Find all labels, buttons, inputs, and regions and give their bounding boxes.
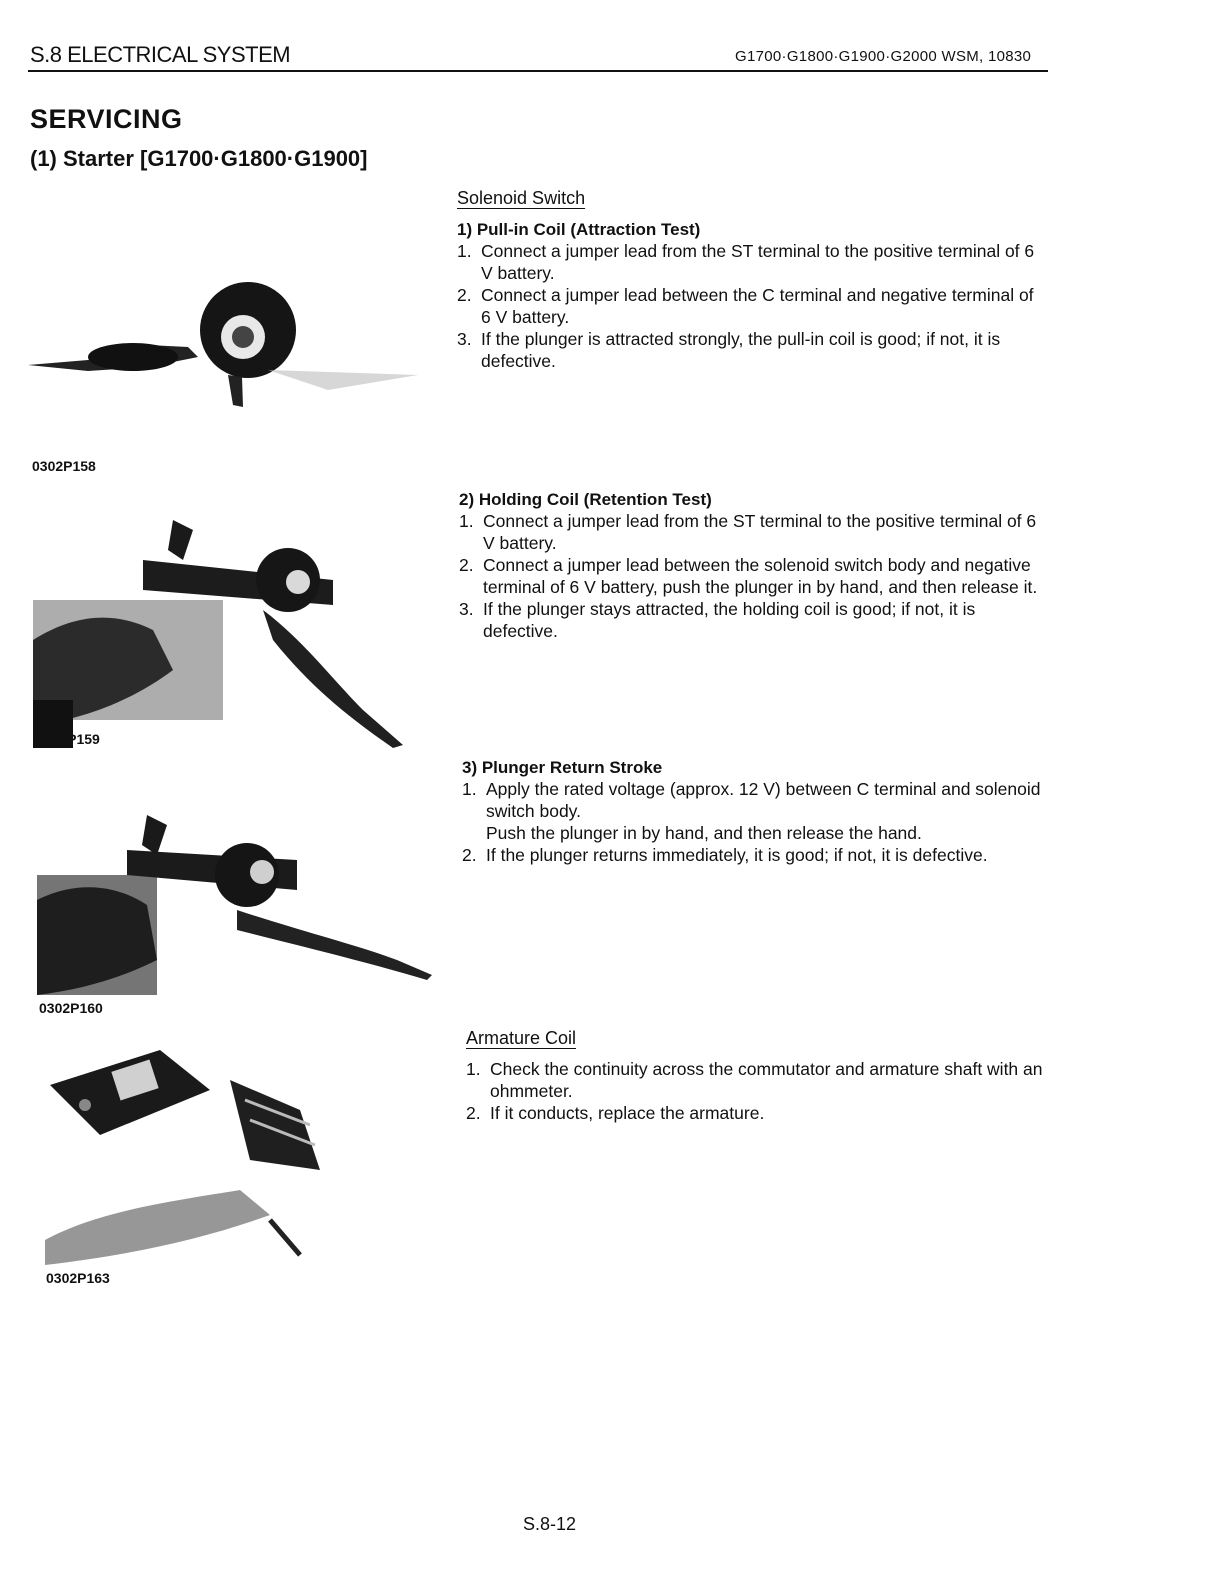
solenoid-switch-heading: Solenoid Switch: [457, 188, 586, 208]
list-item: 1. Apply the rated voltage (approx. 12 V) between C terminal and solenoid switch body. Push the plunger in by hand, and then release the hand.: [462, 779, 1041, 843]
list-item: 1. Check the continuity across the commutator and armature shaft with an ohmmeter.: [466, 1059, 1043, 1101]
armature-coil-section: [466, 1058, 1058, 1124]
armature-coil-heading: Armature Coil: [466, 1028, 577, 1048]
list-item: 2. Connect a jumper lead between the C terminal and negative terminal of 6 V battery.: [457, 285, 1034, 327]
holding-coil-heading: 2) Holding Coil (Retention Test): [459, 490, 712, 509]
header-rule: [28, 70, 1048, 72]
list-item: 2. Connect a jumper lead between the solenoid switch body and negative terminal of 6 V battery, push the plunger in by hand, and then release it.: [459, 555, 1038, 597]
list-item: 1. Connect a jumper lead from the ST terminal to the positive terminal of 6 V battery.: [457, 241, 1035, 283]
model-header: G1700·G1800·G1900·G2000 WSM, 10830: [735, 48, 1032, 65]
plunger-return-heading: 3) Plunger Return Stroke: [462, 758, 663, 777]
page-number: S.8-12: [523, 1514, 577, 1534]
pull-in-coil-section: [457, 220, 1047, 372]
plunger-return-section: [462, 758, 1054, 866]
list-item: 3. If the plunger stays attracted, the holding coil is good; if not, it is defective.: [459, 599, 976, 641]
list-item: 3. If the plunger is attracted strongly, the pull-in coil is good; if not, it is defective.: [457, 329, 1001, 371]
figure-caption: 0302P163: [46, 1270, 110, 1286]
figure-caption: 0302P158: [32, 458, 96, 474]
pull-in-test-photo: [28, 265, 428, 415]
page-title: SERVICING: [30, 104, 183, 134]
armature-test-photo: [40, 1040, 350, 1288]
pull-in-coil-heading: 1) Pull-in Coil (Attraction Test): [457, 220, 701, 239]
list-item: 1. Connect a jumper lead from the ST terminal to the positive terminal of 6 V battery.: [459, 511, 1037, 553]
figure-caption: 0302P159: [36, 731, 100, 747]
holding-coil-section: [459, 490, 1049, 642]
plunger-return-photo: [37, 810, 432, 995]
figure-caption: 0302P160: [39, 1000, 103, 1016]
list-item: 2. If the plunger returns immediately, it is good; if not, it is defective.: [462, 845, 988, 865]
holding-coil-test-photo: [33, 520, 413, 748]
section-header: S.8 ELECTRICAL SYSTEM: [30, 42, 291, 67]
list-item: 2. If it conducts, replace the armature.: [466, 1103, 765, 1123]
page-subtitle: (1) Starter [G1700·G1800·G1900]: [30, 146, 368, 171]
